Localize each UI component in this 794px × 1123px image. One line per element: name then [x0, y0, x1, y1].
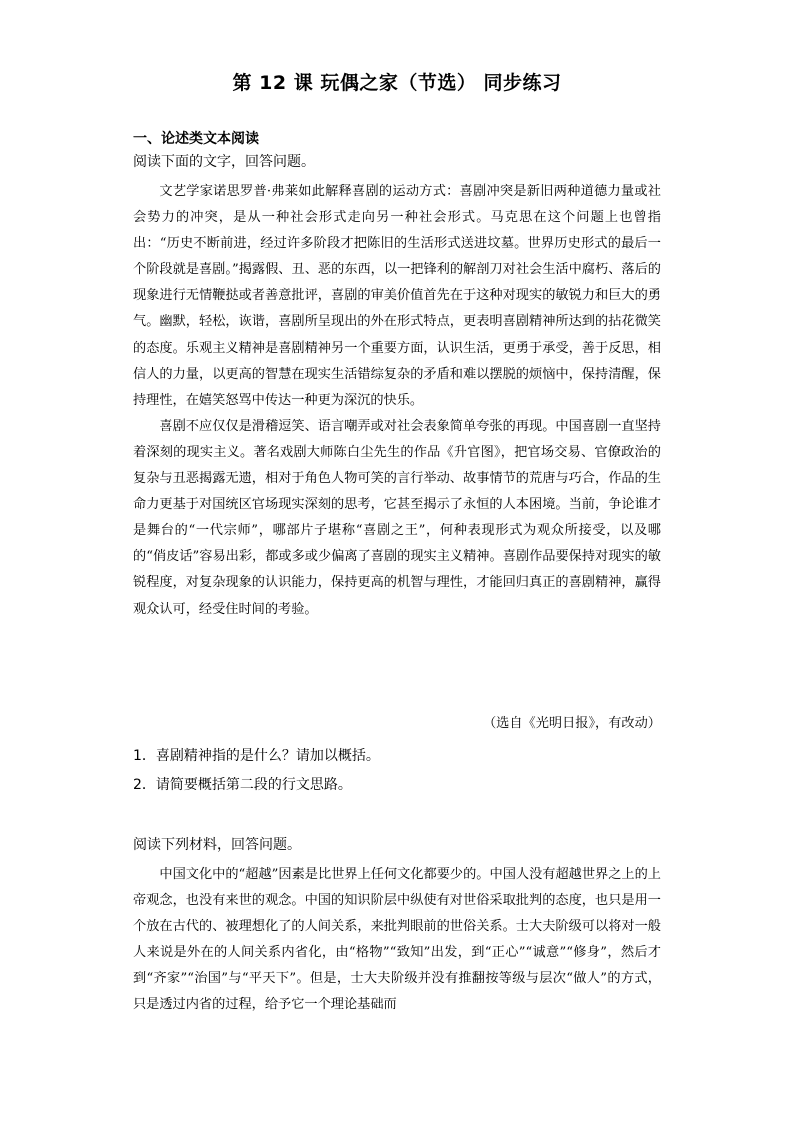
question-1: 1．喜剧精神指的是什么？请加以概括。 — [133, 748, 380, 764]
page-title: 第 12 课 玩偶之家（节选） 同步练习 — [232, 72, 562, 94]
reading-instruction: 阅读下面的文字，回答问题。 — [133, 154, 315, 170]
passage-paragraph: 喜剧不应仅仅是滑稽逗笑、语言嘲弄或对社会表象简单夸张的再现。中国喜剧一直坚持着深刻的现实主义。著名戏剧大师陈白尘先生的作品《升官图》，把官场交易、官僚政治的复杂与丑恶揭露无遗，相对于角色人物可笑的言行举动、故事情节的荒唐与巧合，作品的生命力更基于对国统区官场现实深刻的思考，它甚至揭示了永恒的人本困境。当前，争论谁才是舞台的“一代宗师”，哪部片子堪称“喜剧之王”，何种表现形式为观众所接受，以及哪的“俏皮话”容易出彩，都或多或少偏离了喜剧的现实主义精神。喜剧作品要保持对现实的敏锐程度，对复杂现象的认识能力，保持更高的机智与理性，才能回归真正的喜剧精神，赢得观众认可，经受住时间的考验。 — [133, 418, 661, 617]
passage-paragraph: 中国文化中的“超越”因素是比世界上任何文化都要少的。中国人没有超越世界之上的上帝观念，也没有来世的观念。中国的知识阶层中纵使有对世俗采取批判的态度，也只是用一个放在古代的、被理想化了的人间关系，来批判眼前的世俗关系。士大夫阶级可以将对一般人来说是外在的人间关系内省化，由“格物”“致知”出发，到“正心”“诚意”“修身”，然后才到“齐家”“治国”与“平天下”。但是，士大夫阶级并没有推翻按等级与层次“做人”的方式，只是透过内省的过程，给予它一个理论基础而 — [133, 867, 661, 1013]
passage-1 — [133, 179, 661, 623]
section-heading: 一、论述类文本阅读 — [133, 131, 259, 147]
passage-source: （选自《光明日报》，有改动） — [482, 716, 661, 731]
passage-2 — [133, 862, 661, 1019]
question-2: 2．请简要概括第二段的行文思路。 — [133, 777, 352, 793]
reading-instruction-2: 阅读下列材料，回答问题。 — [133, 837, 301, 853]
passage-paragraph: 文艺学家诺思罗普·弗莱如此解释喜剧的运动方式：喜剧冲突是新旧两种道德力量或社会势力的冲突，是从一种社会形式走向另一种社会形式。马克思在这个问题上也曾指出：“历史不断前进，经过许多阶段才把陈旧的生活形式送进坟墓。世界历史形式的最后一个阶段就是喜剧。”揭露假、丑、恶的东西，以一把锋利的解剖刀对社会生活中腐朽、落后的现象进行无情鞭挞或者善意批评，喜剧的审美价值首先在于这种对现实的敏锐力和巨大的勇气。幽默，轻松，诙谐，喜剧所呈现出的外在形式特点，更表明喜剧精神所达到的拈花微笑的态度。乐观主义精神是喜剧精神另一个重要方面，认识生活，更勇于承受，善于反思，相信人的力量，以更高的智慧在现实生活错综复杂的矛盾和难以摆脱的烦恼中，保持清醒，保持理性，在嬉笑怒骂中传达一种更为深沉的快乐。 — [133, 184, 661, 408]
